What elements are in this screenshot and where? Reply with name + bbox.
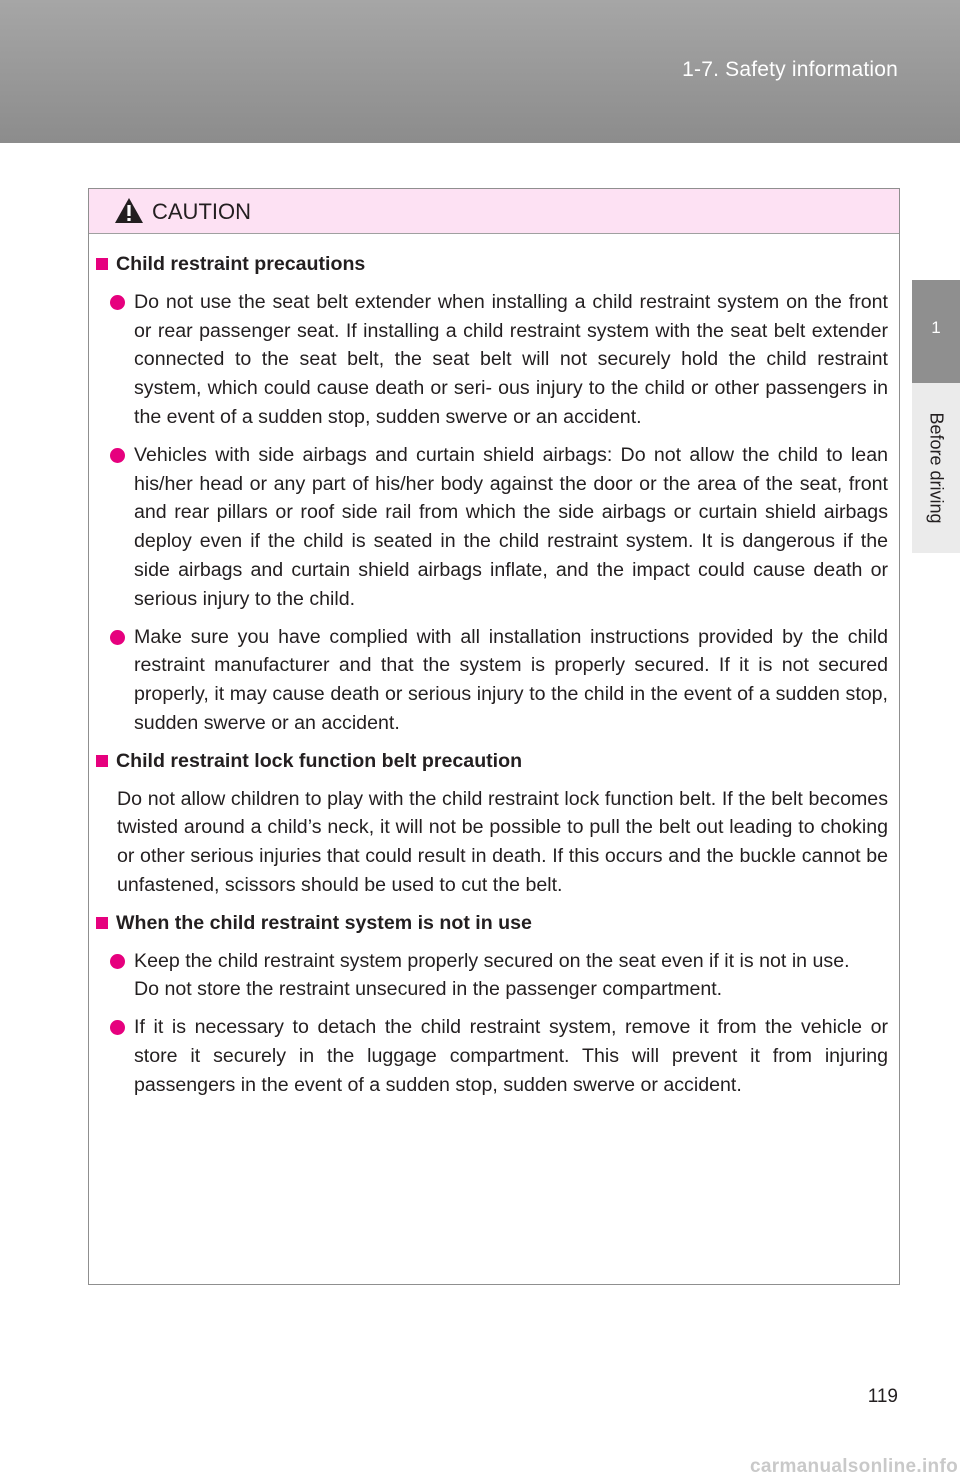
list-item: Make sure you have complied with all installation instructions provided by the child restraint manufacturer and that the system is properly secured. If it is not secured properly, it may cause death or serious injury to the child in the event of a sudden stop, sudden swerve or an accident. <box>96 623 890 738</box>
list-item: If it is necessary to detach the child restraint system, remove it from the vehicle or store it securely in the luggage compartment. This will prevent it from injuring passengers in the event of a sudden stop, sudden swerve or accident. <box>96 1013 890 1099</box>
watermark: carmanualsonline.info <box>750 1456 958 1477</box>
circle-bullet-icon <box>110 630 125 645</box>
warning-triangle-icon <box>114 197 144 224</box>
chapter-tab[interactable] <box>912 280 960 383</box>
caution-title: CAUTION <box>152 199 251 224</box>
square-bullet-icon <box>96 755 108 767</box>
page-header <box>0 0 960 143</box>
chapter-label-tab[interactable] <box>912 383 960 553</box>
list-item: Do not use the seat belt extender when installing a child restraint system on the front or rear passenger seat. If installing a child restraint system with the seat belt extender connected to the seat belt, the seat belt will not securely hold the child restraint system, which could cause death or seri- ous injury to the child or other passengers in the event of a sudden stop, sudden swerve or an accident. <box>96 288 890 432</box>
page-number: 119 <box>867 1386 898 1407</box>
list-item: Vehicles with side airbags and curtain shield airbags: Do not allow the child to lean his/her head or any part of his/her body against the door or the area of the seat, front and rear pillars or roof side rail from which the side airbags or curtain shield airbags deploy even if the child is seated in the child restraint system. It is dangerous if the side airbags and curtain shield airbags inflate, and the impact could cause death or serious injury to the child. <box>96 441 890 614</box>
chapter-label: Before driving <box>926 412 947 524</box>
circle-bullet-icon <box>110 1020 125 1035</box>
square-bullet-icon <box>96 917 108 929</box>
section-heading: Child restraint precautions <box>96 250 890 279</box>
caution-content <box>96 250 890 1109</box>
section-title: 1-7. Safety information <box>682 58 898 81</box>
caution-header <box>89 189 899 234</box>
circle-bullet-icon <box>110 295 125 310</box>
list-item: Keep the child restraint system properly secured on the seat even if it is not in use. Do not store the restraint unsecured in the passenger compartment. <box>96 947 890 1005</box>
section-heading: When the child restraint system is not in use <box>96 909 890 938</box>
circle-bullet-icon <box>110 448 125 463</box>
section-paragraph: Do not allow children to play with the child restraint lock function belt. If the belt becomes twisted around a child’s neck, it will not be possible to pull the belt out leading to choking or other serious injuries that could result in death. If this occurs and the buckle cannot be unfastened, scissors should be used to cut the belt. <box>117 787 888 896</box>
circle-bullet-icon <box>110 954 125 969</box>
section-heading: Child restraint lock function belt precaution <box>96 747 890 776</box>
chapter-number: 1 <box>931 318 941 337</box>
square-bullet-icon <box>96 258 108 270</box>
